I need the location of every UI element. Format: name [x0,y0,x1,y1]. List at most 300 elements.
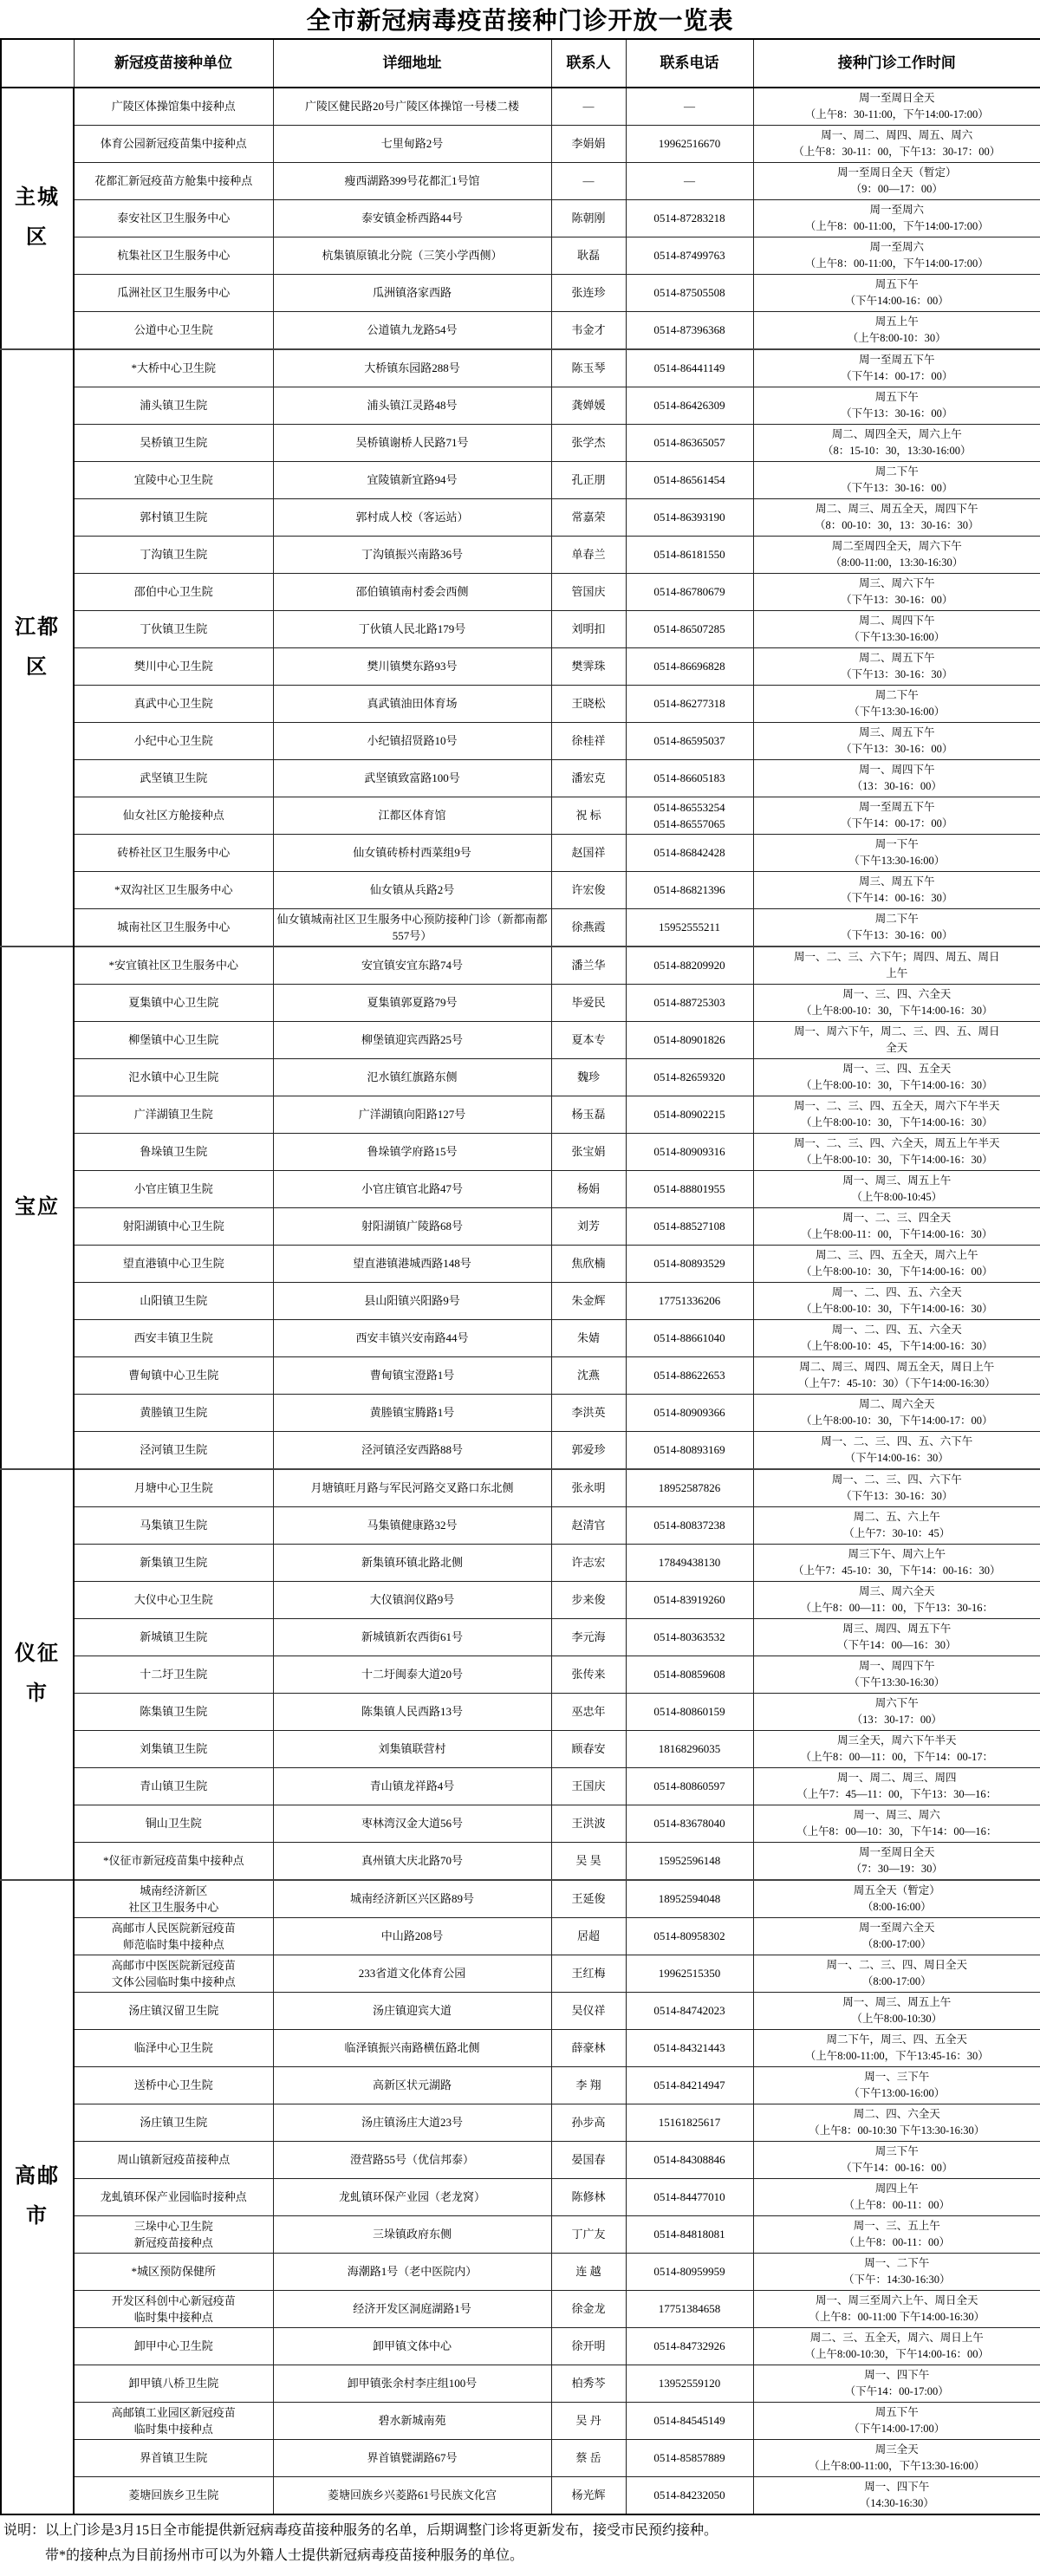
address-cell: 真武镇油田体育场 [273,686,551,723]
hours-cell: 周二、周三、周四、周五全天，周日上午 （上午7：45-10：30）（下午14:00-16:30） [753,1357,1040,1395]
contact-cell: 沈燕 [551,1357,626,1395]
contact-cell: 王延俊 [551,1880,626,1918]
address-cell: 杭集镇原镇北分院（三笑小学西侧） [273,237,551,275]
header-hours: 接种门诊工作时间 [753,39,1040,88]
table-row [1,797,1040,835]
address-cell: 安宜镇安宜东路74号 [273,946,551,985]
address-cell: 高新区状元湖路 [273,2067,551,2104]
hours-cell: 周一、二、三、四、六下午 （下午13：30-16：30） [753,1469,1040,1507]
hours-cell: 周五全天（暂定） （8:00-16:00） [753,1880,1040,1918]
address-cell: 新城镇新农西街61号 [273,1619,551,1656]
region-label: 宝应 [1,946,74,1469]
phone-cell: 17751384658 [626,2291,753,2328]
address-cell: 真州镇大庆北路70号 [273,1843,551,1881]
hours-cell: 周三下午 （下午14：00-16：00） [753,2142,1040,2179]
unit-cell: 曹甸镇中心卫生院 [74,1357,273,1395]
contact-cell: 李元海 [551,1619,626,1656]
address-cell: 仙女镇砖桥村西菜组9号 [273,835,551,872]
contact-cell: 徐燕霞 [551,909,626,947]
address-cell: 临泽镇振兴南路横伍路北侧 [273,2030,551,2067]
hours-cell: 周一、四下午 （下午14：00-17:00） [753,2365,1040,2403]
phone-cell: 0514-80901826 [626,1022,753,1059]
phone-cell: 0514-86507285 [626,611,753,648]
table-row [1,1283,1040,1320]
phone-cell: 0514-87396368 [626,312,753,350]
address-cell: 宜陵镇新宜路94号 [273,462,551,499]
address-cell: 鲁垛镇学府路15号 [273,1134,551,1171]
unit-cell: 高邮市中医医院新冠疫苗 文体公园临时集中接种点 [74,1955,273,1993]
address-cell: 月塘镇旺月路与军民河路交叉路口东北侧 [273,1469,551,1507]
phone-cell: 17849438130 [626,1545,753,1582]
hours-cell: 周二下午，周三、四、五全天 （上午8:00-11:00，下午13:45-16：30） [753,2030,1040,2067]
phone-cell: 0514-86595037 [626,723,753,760]
hours-cell: 周三全天，周六下午半天 （上午8：00—11：00，下午14：00-17： [753,1731,1040,1768]
address-cell: 泾河镇泾安西路88号 [273,1432,551,1470]
unit-cell: 邵伯中心卫生院 [74,574,273,611]
unit-cell: 卸甲镇八桥卫生院 [74,2365,273,2403]
contact-cell: 单春兰 [551,537,626,574]
hours-cell: 周二、五、六上午 （上午7：30-10：45） [753,1507,1040,1545]
contact-cell: 祝 标 [551,797,626,835]
phone-cell: 17751336206 [626,1283,753,1320]
page [0,2,1040,2576]
unit-cell: 周山镇新冠疫苗接种点 [74,2142,273,2179]
phone-cell: 0514-80893169 [626,1432,753,1470]
phone-cell: 0514-86842428 [626,835,753,872]
table-row [1,760,1040,797]
note-line-2: 带*的接种点为目前扬州市可以为外籍人士提供新冠病毒疫苗接种服务的单位。 [45,2547,524,2563]
hours-cell: 周四上午 （上午8：00-11：00） [753,2179,1040,2216]
header-row [1,39,1040,88]
table-row [1,2328,1040,2365]
vaccination-clinics-table [0,38,1040,2515]
contact-cell: 徐桂祥 [551,723,626,760]
hours-cell: 周一至周五下午 （下午14：00-17：00） [753,797,1040,835]
phone-cell: 0514-80860159 [626,1694,753,1731]
hours-cell: 周三全天 （上午8:00-11:00，下午13:30-16:00） [753,2440,1040,2477]
hours-cell: 周一、三、四、五全天 （上午8:00-10：30，下午14:00-16：30） [753,1059,1040,1096]
address-cell: 西安丰镇兴安南路44号 [273,1320,551,1357]
phone-cell: 15161825617 [626,2104,753,2142]
contact-cell: 居超 [551,1918,626,1955]
phone-cell: 0514-86365057 [626,425,753,462]
phone-cell: 0514-84321443 [626,2030,753,2067]
address-cell: 青山镇龙祥路4号 [273,1768,551,1805]
hours-cell: 周一、周三、周六 （上午8：00—10：30，下午14：00—16： [753,1805,1040,1843]
header-contact: 联系人 [551,39,626,88]
region-label: 江都区 [1,349,74,946]
phone-cell: 13952559120 [626,2365,753,2403]
unit-cell: 公道中心卫生院 [74,312,273,350]
hours-cell: 周二下午 （下午13：30-16：00） [753,909,1040,947]
phone-cell: 19962515350 [626,1955,753,1993]
hours-cell: 周一、周二、周三、周四 （上午7：45—11：00，下午13：30—16： [753,1768,1040,1805]
phone-cell: 0514-83678040 [626,1805,753,1843]
phone-cell: 0514-84308846 [626,2142,753,2179]
hours-cell: 周三、周五下午 （下午14：00-16：30） [753,872,1040,909]
address-cell: 曹甸镇宝澄路1号 [273,1357,551,1395]
address-cell: 仙女镇从兵路2号 [273,872,551,909]
table-row [1,1096,1040,1134]
address-cell: 泰安镇金桥西路44号 [273,200,551,237]
unit-cell: 花都汇新冠疫苗方舱集中接种点 [74,163,273,200]
contact-cell: 魏珍 [551,1059,626,1096]
header-phone: 联系电话 [626,39,753,88]
hours-cell: 周一、二、三、四、六全天，周五上午半天 （上午8:00-10：30，下午14:00-16：30） [753,1134,1040,1171]
address-cell: 七里甸路2号 [273,126,551,163]
address-cell: 陈集镇人民西路13号 [273,1694,551,1731]
hours-cell: 周五下午 （下午14:00-17:00） [753,2403,1040,2440]
phone-cell: 18168296035 [626,1731,753,1768]
phone-cell: 0514-88622653 [626,1357,753,1395]
phone-cell: 0514-80860597 [626,1768,753,1805]
contact-cell: 陈玉琴 [551,349,626,387]
unit-cell: 浦头镇卫生院 [74,387,273,425]
unit-cell: 宜陵中心卫生院 [74,462,273,499]
table-row [1,1208,1040,1246]
unit-cell: 真武中心卫生院 [74,686,273,723]
address-cell: 刘集镇联营村 [273,1731,551,1768]
hours-cell: 周一、二、三、四、五全天，周六下午半天 （上午8:00-10：30，下午14:00-16：30） [753,1096,1040,1134]
unit-cell: 高邮镇工业园区新冠疫苗 临时集中接种点 [74,2403,273,2440]
hours-cell: 周一、周三、周五上午 （上午8:00-10:30） [753,1993,1040,2030]
address-cell: 枣林湾汉金大道56号 [273,1805,551,1843]
hours-cell: 周六下午 （13：30-17：00） [753,1694,1040,1731]
unit-cell: 三垛中心卫生院 新冠疫苗接种点 [74,2216,273,2254]
address-cell: 碧水新城南苑 [273,2403,551,2440]
address-cell: 丁伙镇人民北路179号 [273,611,551,648]
table-row [1,1469,1040,1507]
hours-cell: 周二、三、四、五全天，周六上午 （上午8:00-10：30，下午14:00-16：00） [753,1246,1040,1283]
table-row [1,1022,1040,1059]
phone-cell: — [626,163,753,200]
contact-cell: 王国庆 [551,1768,626,1805]
unit-cell: 菱塘回族乡卫生院 [74,2477,273,2515]
contact-cell: 孔正朋 [551,462,626,499]
address-cell: 广洋湖镇向阳路127号 [273,1096,551,1134]
contact-cell: 步来俊 [551,1582,626,1619]
contact-cell: 管国庆 [551,574,626,611]
phone-cell: 0514-86821396 [626,872,753,909]
table-row [1,1619,1040,1656]
unit-cell: *安宜镇社区卫生服务中心 [74,946,273,985]
hours-cell: 周一、周二、周四、周五、周六 （上午8：30-11：00，下午13：30-17：00） [753,126,1040,163]
hours-cell: 周一、二、四、五、六全天 （上午8:00-10：45，下午14:00-16：30） [753,1320,1040,1357]
contact-cell: 张传来 [551,1656,626,1694]
unit-cell: 鲁垛镇卫生院 [74,1134,273,1171]
address-cell: 望直港镇港城西路148号 [273,1246,551,1283]
address-cell: 澄营路55号（优信邦泰） [273,2142,551,2179]
phone-cell: 0514-84232050 [626,2477,753,2515]
contact-cell: 龚婵媛 [551,387,626,425]
unit-cell: 望直港镇中心卫生院 [74,1246,273,1283]
contact-cell: 张永明 [551,1469,626,1507]
contact-cell: 赵国祥 [551,835,626,872]
hours-cell: 周一、三、五上午 （上午8：00-11：00） [753,2216,1040,2254]
address-cell: 中山路208号 [273,1918,551,1955]
phone-cell: 0514-87505508 [626,275,753,312]
address-cell: 233省道文化体育公园 [273,1955,551,1993]
table-row [1,723,1040,760]
table-row [1,835,1040,872]
address-cell: 武坚镇致富路100号 [273,760,551,797]
hours-cell: 周一、周四下午 （13：30-16：00） [753,760,1040,797]
address-cell: 广陵区健民路20号广陵区体操馆一号楼二楼 [273,88,551,126]
table-row [1,686,1040,723]
unit-cell: *仪征市新冠疫苗集中接种点 [74,1843,273,1881]
contact-cell: 吴仪祥 [551,1993,626,2030]
contact-cell: 毕爱民 [551,985,626,1022]
page-title: 全市新冠病毒疫苗接种门诊开放一览表 [306,8,734,35]
phone-cell: 0514-84545149 [626,2403,753,2440]
unit-cell: *大桥中心卫生院 [74,349,273,387]
table-row [1,312,1040,350]
table-row [1,1432,1040,1470]
hours-cell: 周二、三、五全天，周六、周日上午 （上午8:00-10:30，下午14:00-16：00） [753,2328,1040,2365]
address-cell: 卸甲镇张余村李庄组100号 [273,2365,551,2403]
table-row [1,1059,1040,1096]
contact-cell: 吴 昊 [551,1843,626,1881]
contact-cell: 杨娟 [551,1171,626,1208]
unit-cell: 龙虬镇环保产业园临时接种点 [74,2179,273,2216]
hours-cell: 周一下午 （下午13:30-16:00） [753,835,1040,872]
unit-cell: 山阳镇卫生院 [74,1283,273,1320]
contact-cell: 王洪波 [551,1805,626,1843]
table-row [1,126,1040,163]
contact-cell: 朱婧 [551,1320,626,1357]
unit-cell: 马集镇卫生院 [74,1507,273,1545]
phone-cell: 18952587826 [626,1469,753,1507]
table-row [1,909,1040,947]
address-cell: 汤庄镇迎宾大道 [273,1993,551,2030]
address-cell: 新集镇环镇北路北侧 [273,1545,551,1582]
address-cell: 大桥镇东园路288号 [273,349,551,387]
contact-cell: 常嘉荣 [551,499,626,537]
note-line-1: 说明：以上门诊是3月15日全市能提供新冠病毒疫苗接种服务的名单，后期调整门诊将更新发布，接受市民预约接种。 [3,2523,718,2538]
phone-cell: 0514-83919260 [626,1582,753,1619]
table-row [1,2179,1040,2216]
phone-cell: 15952555211 [626,909,753,947]
hours-cell: 周一、周三至周六上午、周日全天 （上午8：00-11:00 下午14:00-16:30） [753,2291,1040,2328]
address-cell: 马集镇健康路32号 [273,1507,551,1545]
address-cell: 大仪镇润仪路9号 [273,1582,551,1619]
contact-cell: 朱金辉 [551,1283,626,1320]
address-cell: 三垛镇政府东侧 [273,2216,551,2254]
hours-cell: 周二、周四下午 （下午13:30-16:00） [753,611,1040,648]
table-row [1,1768,1040,1805]
address-cell: 瓜洲镇洛家西路 [273,275,551,312]
address-cell: 汤庄镇汤庄大道23号 [273,2104,551,2142]
table-row [1,237,1040,275]
unit-cell: 郭村镇卫生院 [74,499,273,537]
contact-cell: 柏秀芩 [551,2365,626,2403]
unit-cell: 开发区科创中心新冠疫苗 临时集中接种点 [74,2291,273,2328]
hours-cell: 周一至周日全天 （7：30—19：30） [753,1843,1040,1881]
table-row [1,387,1040,425]
contact-cell: 巫忠年 [551,1694,626,1731]
phone-cell: 0514-84477010 [626,2179,753,2216]
unit-cell: 体育公园新冠疫苗集中接种点 [74,126,273,163]
contact-cell: 杨玉磊 [551,1096,626,1134]
unit-cell: 丁伙镇卫生院 [74,611,273,648]
phone-cell: 0514-85857889 [626,2440,753,2477]
hours-cell: 周二至周四全天，周六下午 （8:00-11:00，13:30-16:30） [753,537,1040,574]
table-row [1,275,1040,312]
address-cell: 仙女镇城南社区卫生服务中心预防接种门诊（新都南都557号） [273,909,551,947]
table-row [1,1993,1040,2030]
table-row [1,1545,1040,1582]
phone-cell: 0514-87499763 [626,237,753,275]
unit-cell: 卸甲中心卫生院 [74,2328,273,2365]
phone-cell: 0514-82659320 [626,1059,753,1096]
address-cell: 柳堡镇迎宾西路25号 [273,1022,551,1059]
address-cell: 卸甲镇文体中心 [273,2328,551,2365]
phone-cell: 0514-86181550 [626,537,753,574]
contact-cell: 焦欣楠 [551,1246,626,1283]
hours-cell: 周三、周四、周五下午 （下午14：00—16：30） [753,1619,1040,1656]
table-row [1,872,1040,909]
hours-cell: 周一至周日全天 （上午8：30-11:00，下午14:00-17:00） [753,88,1040,126]
hours-cell: 周一、三下午 （下午13:00-16:00） [753,2067,1040,2104]
table-row [1,2403,1040,2440]
hours-cell: 周一至周六 （上午8：00-11:00，下午14:00-17:00） [753,200,1040,237]
unit-cell: *双沟社区卫生服务中心 [74,872,273,909]
hours-cell: 周二、周四全天，周六上午 （8：15-10：30，13:30-16:00） [753,425,1040,462]
unit-cell: 月塘中心卫生院 [74,1469,273,1507]
hours-cell: 周一、二、三、六下午；周四、周五、周日 上午 [753,946,1040,985]
header-region [1,39,74,88]
hours-cell: 周二、四、六全天 （上午8：00-10:30 下午13:30-16:30） [753,2104,1040,2142]
contact-cell: 丁广友 [551,2216,626,2254]
phone-cell: 0514-86441149 [626,349,753,387]
hours-cell: 周二下午 （下午13：30-16：00） [753,462,1040,499]
contact-cell: 徐开明 [551,2328,626,2365]
contact-cell: 李娟娟 [551,126,626,163]
unit-cell: 铜山卫生院 [74,1805,273,1843]
contact-cell: 张学杰 [551,425,626,462]
unit-cell: 吴桥镇卫生院 [74,425,273,462]
phone-cell: 0514-84732926 [626,2328,753,2365]
table-row [1,1134,1040,1171]
hours-cell: 周一、二、三、四、五、六下午 （下午14:00-16：30） [753,1432,1040,1470]
unit-cell: 仙女社区方舱接种点 [74,797,273,835]
contact-cell: 连 越 [551,2254,626,2291]
table-row [1,2216,1040,2254]
table-row [1,648,1040,686]
region-label: 主城区 [1,88,74,349]
unit-cell: 杭集社区卫生服务中心 [74,237,273,275]
table-row [1,1320,1040,1357]
address-cell: 菱塘回族乡兴菱路61号民族文化宫 [273,2477,551,2515]
contact-cell: 潘兰华 [551,946,626,985]
address-cell: 邵伯镇镇南村委会西侧 [273,574,551,611]
unit-cell: 武坚镇卫生院 [74,760,273,797]
table-row [1,2291,1040,2328]
hours-cell: 周三、周六下午 （下午13：30-16：00） [753,574,1040,611]
unit-cell: 汤庄镇卫生院 [74,2104,273,2142]
contact-cell: 张连珍 [551,275,626,312]
phone-cell: 0514-86780679 [626,574,753,611]
phone-cell: 0514-80959959 [626,2254,753,2291]
table-row [1,611,1040,648]
contact-cell: 陈修林 [551,2179,626,2216]
contact-cell: 潘宏克 [551,760,626,797]
contact-cell: 刘芳 [551,1208,626,1246]
hours-cell: 周一至周六 （上午8：00-11:00，下午14:00-17:00） [753,237,1040,275]
contact-cell: 晏国春 [551,2142,626,2179]
table-row [1,985,1040,1022]
table-row [1,1843,1040,1881]
hours-cell: 周二、周三、周五全天，周四下午 （8：00-10：30，13：30-16：30） [753,499,1040,537]
phone-cell: 0514-80363532 [626,1619,753,1656]
hours-cell: 周二、周六全天 （上午8:00-10：30，下午14:00-17：00） [753,1395,1040,1432]
unit-cell: 城南经济新区 社区卫生服务中心 [74,1880,273,1918]
unit-cell: *城区预防保健所 [74,2254,273,2291]
region-label: 高邮市 [1,1880,74,2514]
contact-cell: — [551,163,626,200]
table-row [1,2365,1040,2403]
address-cell: 黄塍镇宝腾路1号 [273,1395,551,1432]
hours-cell: 周一、周六下午，周二、三、四、五、周日 全天 [753,1022,1040,1059]
unit-cell: 泰安社区卫生服务中心 [74,200,273,237]
contact-cell: 许志宏 [551,1545,626,1582]
phone-cell: 0514-80909316 [626,1134,753,1171]
table-row [1,1694,1040,1731]
hours-cell: 周一至周六全天 （8:00-17:00） [753,1918,1040,1955]
unit-cell: 柳堡镇中心卫生院 [74,1022,273,1059]
contact-cell: 韦金才 [551,312,626,350]
unit-cell: 高邮市人民医院新冠疫苗 师范临时集中接种点 [74,1918,273,1955]
table-row [1,425,1040,462]
contact-cell: 王红梅 [551,1955,626,1993]
table-row [1,1582,1040,1619]
contact-cell: 杨光辉 [551,2477,626,2515]
contact-cell: 蔡 岳 [551,2440,626,2477]
address-cell: 龙虬镇环保产业园（老龙窝） [273,2179,551,2216]
unit-cell: 泾河镇卫生院 [74,1432,273,1470]
unit-cell: 广陵区体操馆集中接种点 [74,88,273,126]
unit-cell: 汤庄镇汉留卫生院 [74,1993,273,2030]
table-row [1,1246,1040,1283]
table-row [1,163,1040,200]
hours-cell: 周五下午 （下午13：30-16：00） [753,387,1040,425]
table-row [1,946,1040,985]
contact-cell: — [551,88,626,126]
table-row [1,1918,1040,1955]
contact-cell: 郭爱珍 [551,1432,626,1470]
table-row [1,499,1040,537]
contact-cell: 薛豪林 [551,2030,626,2067]
table-row [1,462,1040,499]
contact-cell: 孙步高 [551,2104,626,2142]
phone-cell: 0514-88209920 [626,946,753,985]
unit-cell: 砖桥社区卫生服务中心 [74,835,273,872]
phone-cell: 0514-80837238 [626,1507,753,1545]
table-row [1,2477,1040,2515]
address-cell: 浦头镇江灵路48号 [273,387,551,425]
unit-cell: 黄塍镇卫生院 [74,1395,273,1432]
contact-cell: 徐金龙 [551,2291,626,2328]
hours-cell: 周一、二、三、四、周日全天 （8:00-17:00） [753,1955,1040,1993]
hours-cell: 周三、周五下午 （下午13：30-16：00） [753,723,1040,760]
table-row [1,88,1040,126]
address-cell: 氾水镇红旗路东侧 [273,1059,551,1096]
phone-cell: 0514-84742023 [626,1993,753,2030]
table-row [1,1357,1040,1395]
unit-cell: 陈集镇卫生院 [74,1694,273,1731]
unit-cell: 射阳湖镇中心卫生院 [74,1208,273,1246]
address-cell: 郭村成人校（客运站） [273,499,551,537]
